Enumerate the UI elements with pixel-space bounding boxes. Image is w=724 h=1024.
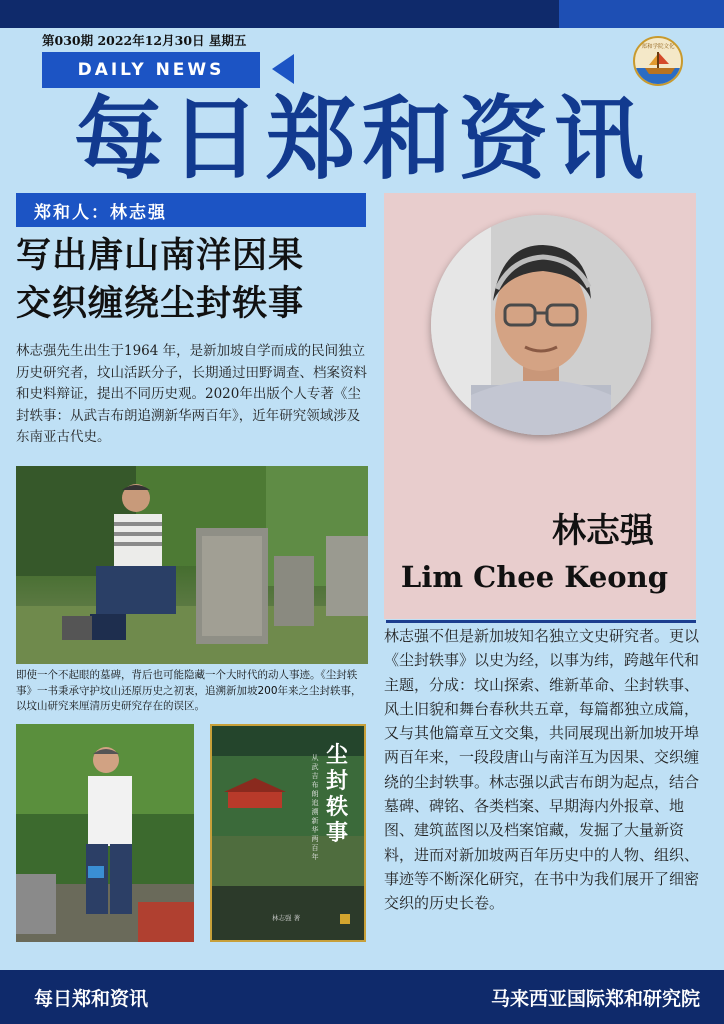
headline-line-2: 交织缠绕尘封轶事 (16, 283, 305, 324)
body-paragraph: 林志强不但是新加坡知名独立文史研究者。更以《尘封轶事》以史为经，以事为纬，跨越年代和主题，分成：坟山探索、维新革命、尘封轶事、风土旧貌和舞台春秋共五章，每篇都独立成篇，又与其他篇章互文交集，共同展现出新加坡开埠两百年来，一段段唐山与南洋互为因果、交织缠绕的尘封轶事。林志强以武吉布朗为起点，结合墓碑、碑铭、各类档案、早期海内外报章、地图、建筑蓝图以及档案馆藏，发掘了大量新资料，进而对新加坡两百年历史中的人物、组织、事迹等不断深化研究，在书中为我们展开了细密交织的历史长卷。 (384, 627, 700, 913)
book-author: 林志强 著 (272, 914, 301, 922)
masthead-title: 每日郑和资讯 (74, 86, 650, 192)
book-title: 尘封轶事 (325, 742, 348, 846)
portrait-image (431, 215, 651, 435)
profile-name-chinese: 林志强 (552, 511, 654, 551)
profile-name-english: Lim Chee Keong (400, 560, 668, 594)
tombstone-scene-image (16, 466, 368, 664)
book-subtitle: 从武吉布朗追溯新华两百年 (311, 754, 319, 861)
logo-text: 郑和学院文化 (641, 44, 675, 50)
column-tag: 郑和人：林志强 (16, 193, 366, 227)
divider-rule (386, 620, 696, 623)
issue-line: 第030期 2022年12月30日 星期五 (42, 33, 247, 48)
daily-news-banner: DAILY NEWS (42, 52, 260, 88)
headline-line-1: 写出唐山南洋因果 (16, 235, 305, 276)
institute-logo (633, 36, 683, 86)
field-photo (16, 724, 194, 942)
portrait-photo (431, 215, 651, 435)
book-cover (210, 724, 366, 942)
footer-publication: 每日郑和资讯 (34, 988, 149, 1010)
banner-arrow-icon (272, 54, 294, 84)
photo-caption: 即使一个不起眼的墓碑，背后也可能隐藏一个大时代的动人事迹。《尘封轶事》一书秉承守护坟山还原历史之初衷，追溯新加坡200年来之尘封轶事，以坟山研究来厘清历史研究存在的误区。 (16, 669, 362, 712)
lead-paragraph: 林志强先生出生于1964 年，是新加坡自学而成的民间独立历史研究者，坟山活跃分子，长期通过田野调查、档案资料和史料辩证，提出不同历史观。2020年出版个人专著《尘封轶事：从武吉布朗追溯新华两百年》，近年研究领域涉及东南亚古代史。 (16, 343, 367, 445)
field-research-image (16, 724, 194, 942)
footer-institute: 马来西亚国际郑和研究院 (490, 988, 700, 1010)
tombstone-photo (16, 466, 368, 664)
headline (16, 232, 376, 328)
top-bar-accent (559, 0, 724, 28)
